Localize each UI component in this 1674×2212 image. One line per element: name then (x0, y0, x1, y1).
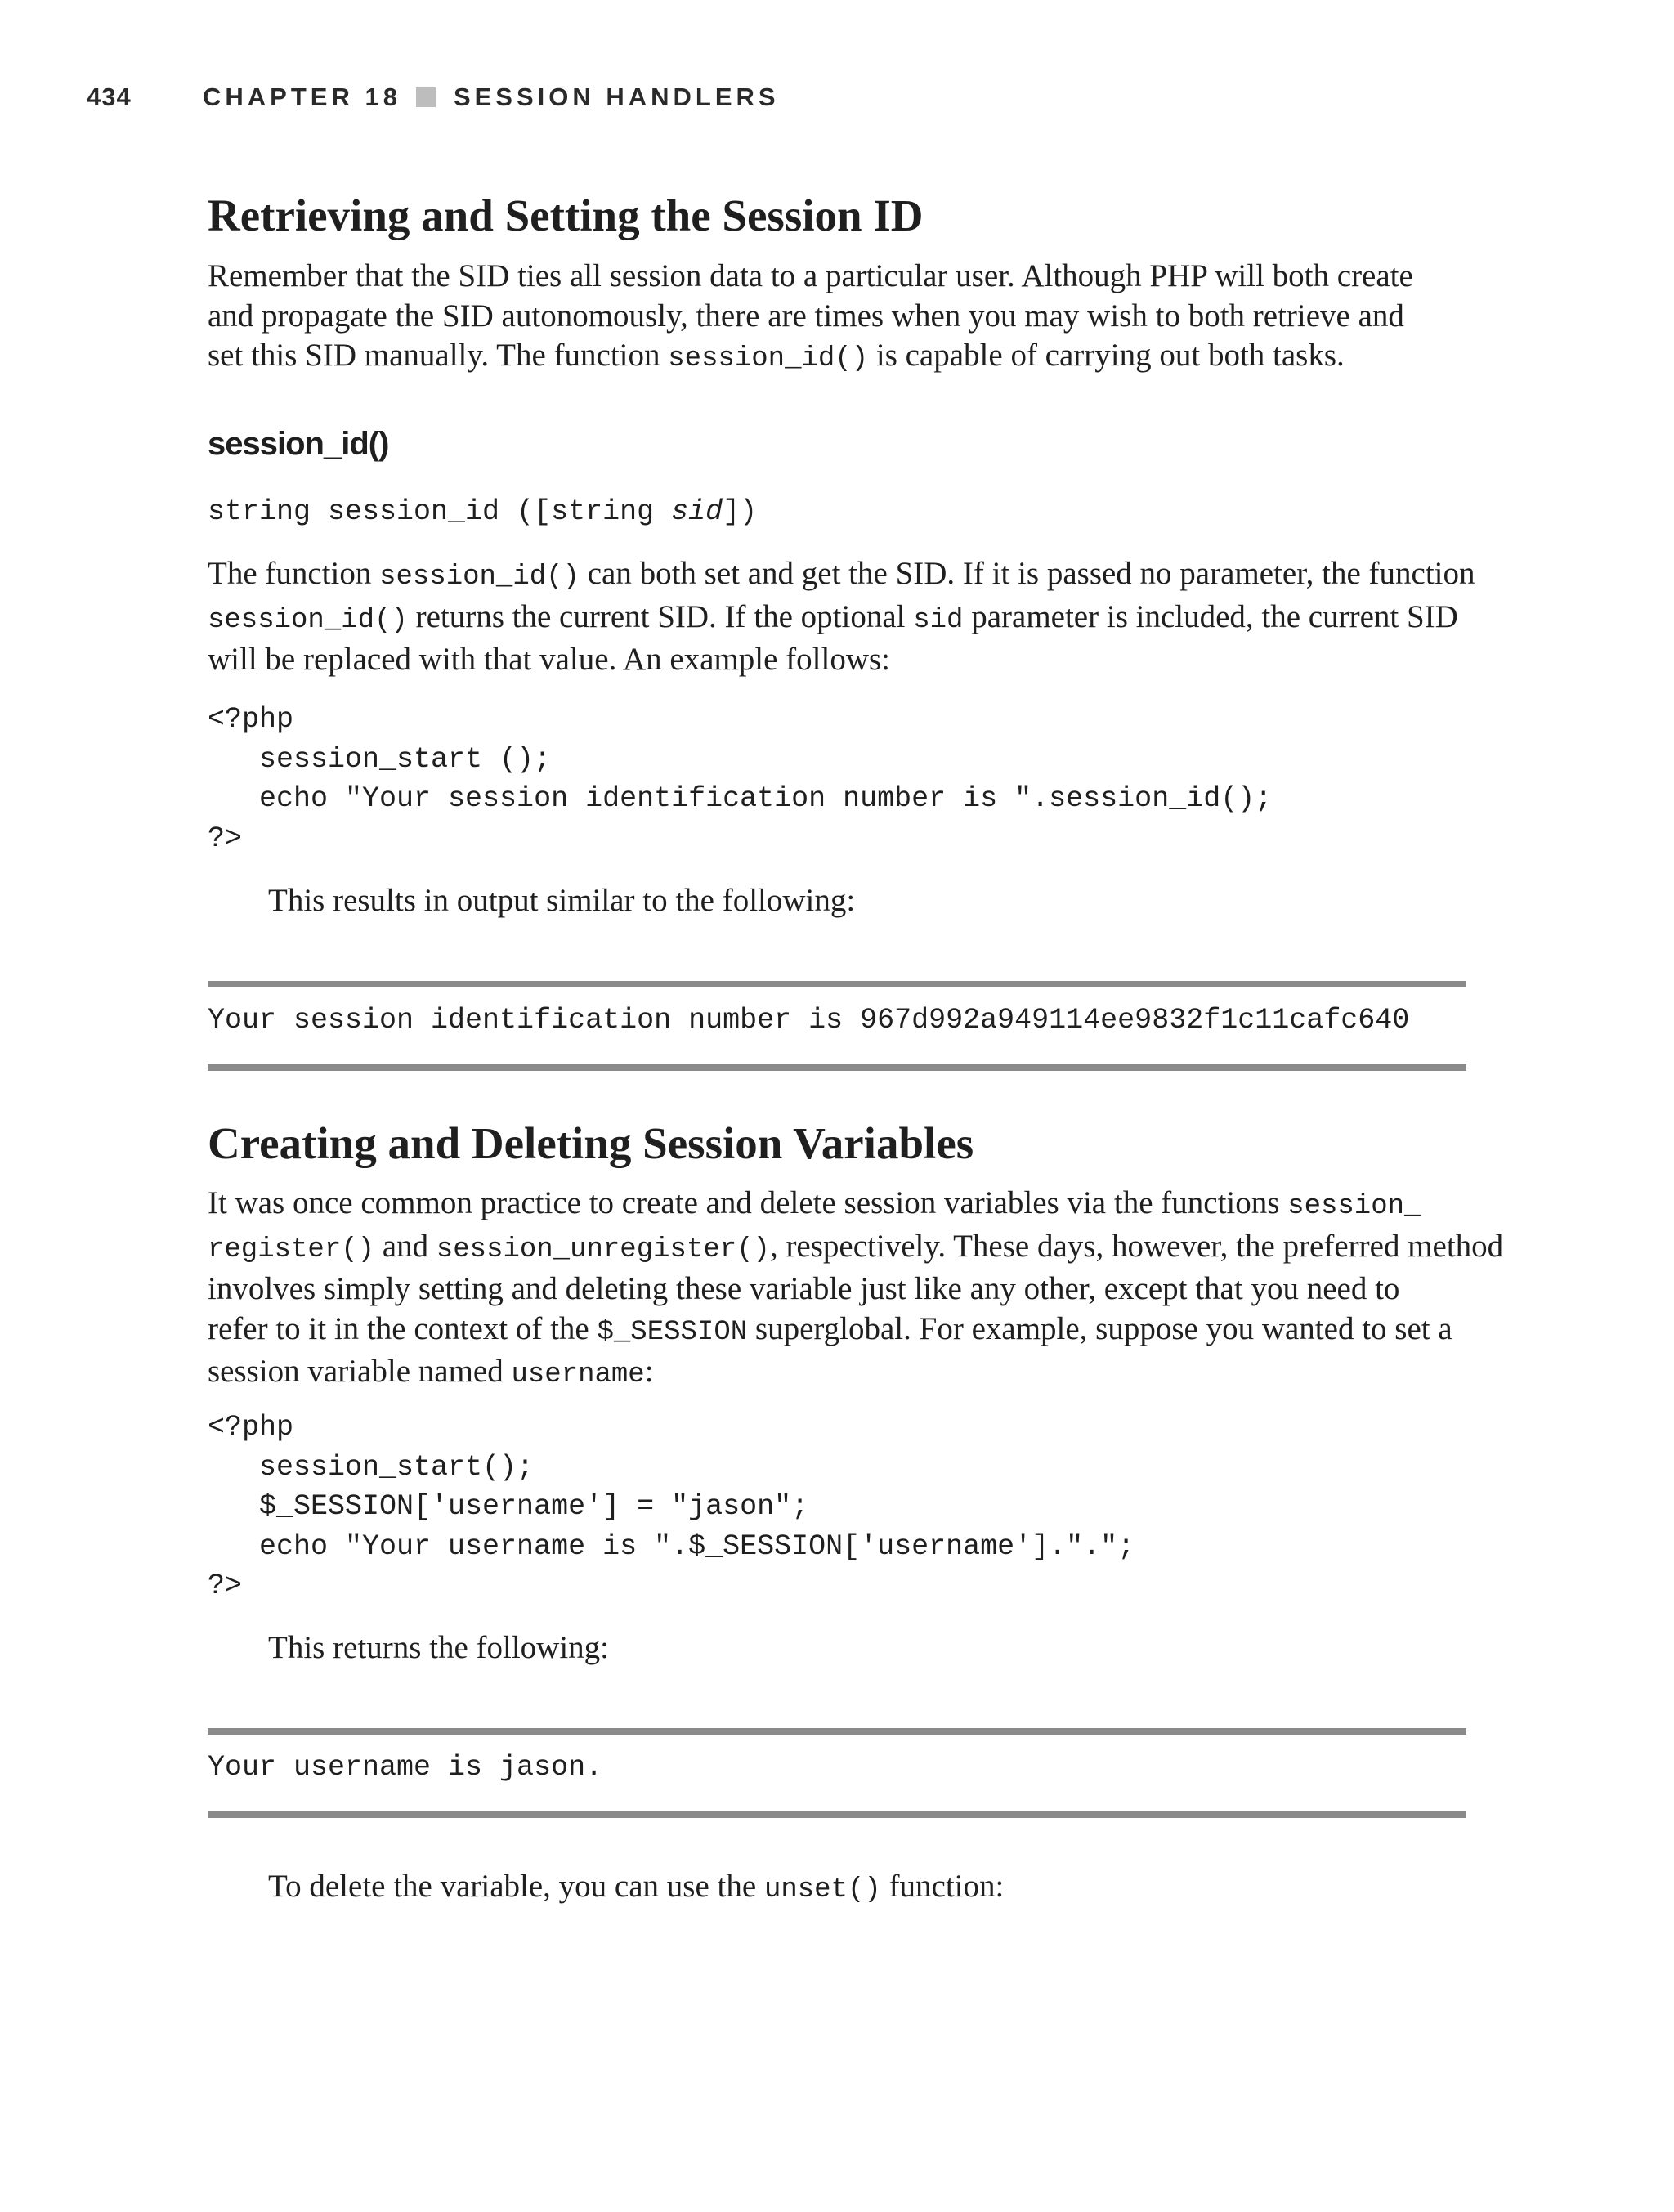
code-line: <?php (208, 1411, 294, 1444)
inline-code: username (511, 1359, 645, 1390)
intro-paragraph (208, 257, 1466, 379)
paragraph-line: It was once common practice to create and delete session variables via the functions session_ (208, 1185, 1421, 1222)
signature-argument: sid (671, 495, 723, 528)
output-username: Your username is jason. (208, 1751, 603, 1784)
code-line: session_start(); (208, 1450, 535, 1484)
paragraph-line: register() and session_unregister(), respectively. These days, however, the preferred method (208, 1228, 1504, 1265)
code-line: $_SESSION['username'] = "jason"; (208, 1490, 809, 1523)
inline-code: session_id() (208, 604, 408, 636)
code-listing-session-variable (208, 1408, 1135, 1606)
chapter-label: CHAPTER 18 (203, 83, 401, 111)
code-line: ?> (208, 1569, 243, 1602)
paragraph-line: involves simply setting and deleting these variable just like any other, except that you need to (208, 1271, 1400, 1306)
paragraph-line: and propagate the SID autonomously, there are times when you may wish to both retrieve and (208, 298, 1404, 334)
paragraph-line: will be replaced with that value. An example follows: (208, 642, 891, 677)
variables-paragraph (208, 1184, 1504, 1395)
code-line: ?> (208, 822, 243, 855)
subsection-heading: session_id() (208, 426, 389, 462)
paragraph-line: set this SID manually. The function session_id() is capable of carrying out both tasks. (208, 338, 1345, 374)
paragraph-line: refer to it in the context of the $_SESSION superglobal. For example, suppose you wanted to set a (208, 1310, 1452, 1348)
code-line: <?php (208, 703, 294, 736)
running-header (203, 83, 780, 112)
output-top-rule (208, 1728, 1466, 1735)
inline-code: sid (913, 604, 964, 636)
inline-code: session_unregister() (436, 1234, 770, 1265)
output-bottom-rule (208, 1811, 1466, 1818)
paragraph-line: The function session_id() can both set and get the SID. If it is passed no parameter, the function (208, 556, 1475, 593)
code-listing-session-id (208, 700, 1272, 858)
output-session-id: Your session identification number is 967d992a949114ee9832f1c11cafc640 (208, 1004, 1410, 1037)
result-intro: This results in output similar to the following: (268, 883, 856, 918)
paragraph-line: session_id() returns the current SID. If the optional sid parameter is included, the current SID (208, 598, 1458, 636)
closing-paragraph: To delete the variable, you can use the unset() function: (268, 1869, 1005, 1905)
section-heading-session-variables: Creating and Deleting Session Variables (208, 1118, 974, 1168)
paragraph-line: session variable named username: (208, 1354, 654, 1390)
result-intro-2: This returns the following: (268, 1630, 610, 1665)
inline-code: register() (208, 1234, 375, 1265)
inline-code: session_id() (668, 343, 869, 374)
description-paragraph (208, 554, 1475, 680)
section-heading-session-id: Retrieving and Setting the Session ID (208, 190, 924, 240)
output-top-rule (208, 981, 1466, 987)
page-number: 434 (87, 83, 132, 111)
inline-code: session_id() (379, 562, 580, 593)
section-label: SESSION HANDLERS (453, 83, 780, 111)
output-bottom-rule (208, 1064, 1466, 1071)
inline-code: session_ (1287, 1191, 1421, 1222)
code-line: echo "Your username is ".$_SESSION['username']."."; (208, 1529, 1135, 1563)
code-line: echo "Your session identification number is ".session_id(); (208, 782, 1273, 815)
inline-code: $_SESSION (597, 1316, 748, 1348)
code-line: session_start (); (208, 742, 552, 776)
paragraph-line: Remember that the SID ties all session data to a particular user. Although PHP will both create (208, 258, 1413, 293)
inline-code: unset() (763, 1874, 881, 1905)
function-signature: string session_id ([string sid]) (208, 495, 758, 528)
header-square-icon (416, 87, 436, 107)
